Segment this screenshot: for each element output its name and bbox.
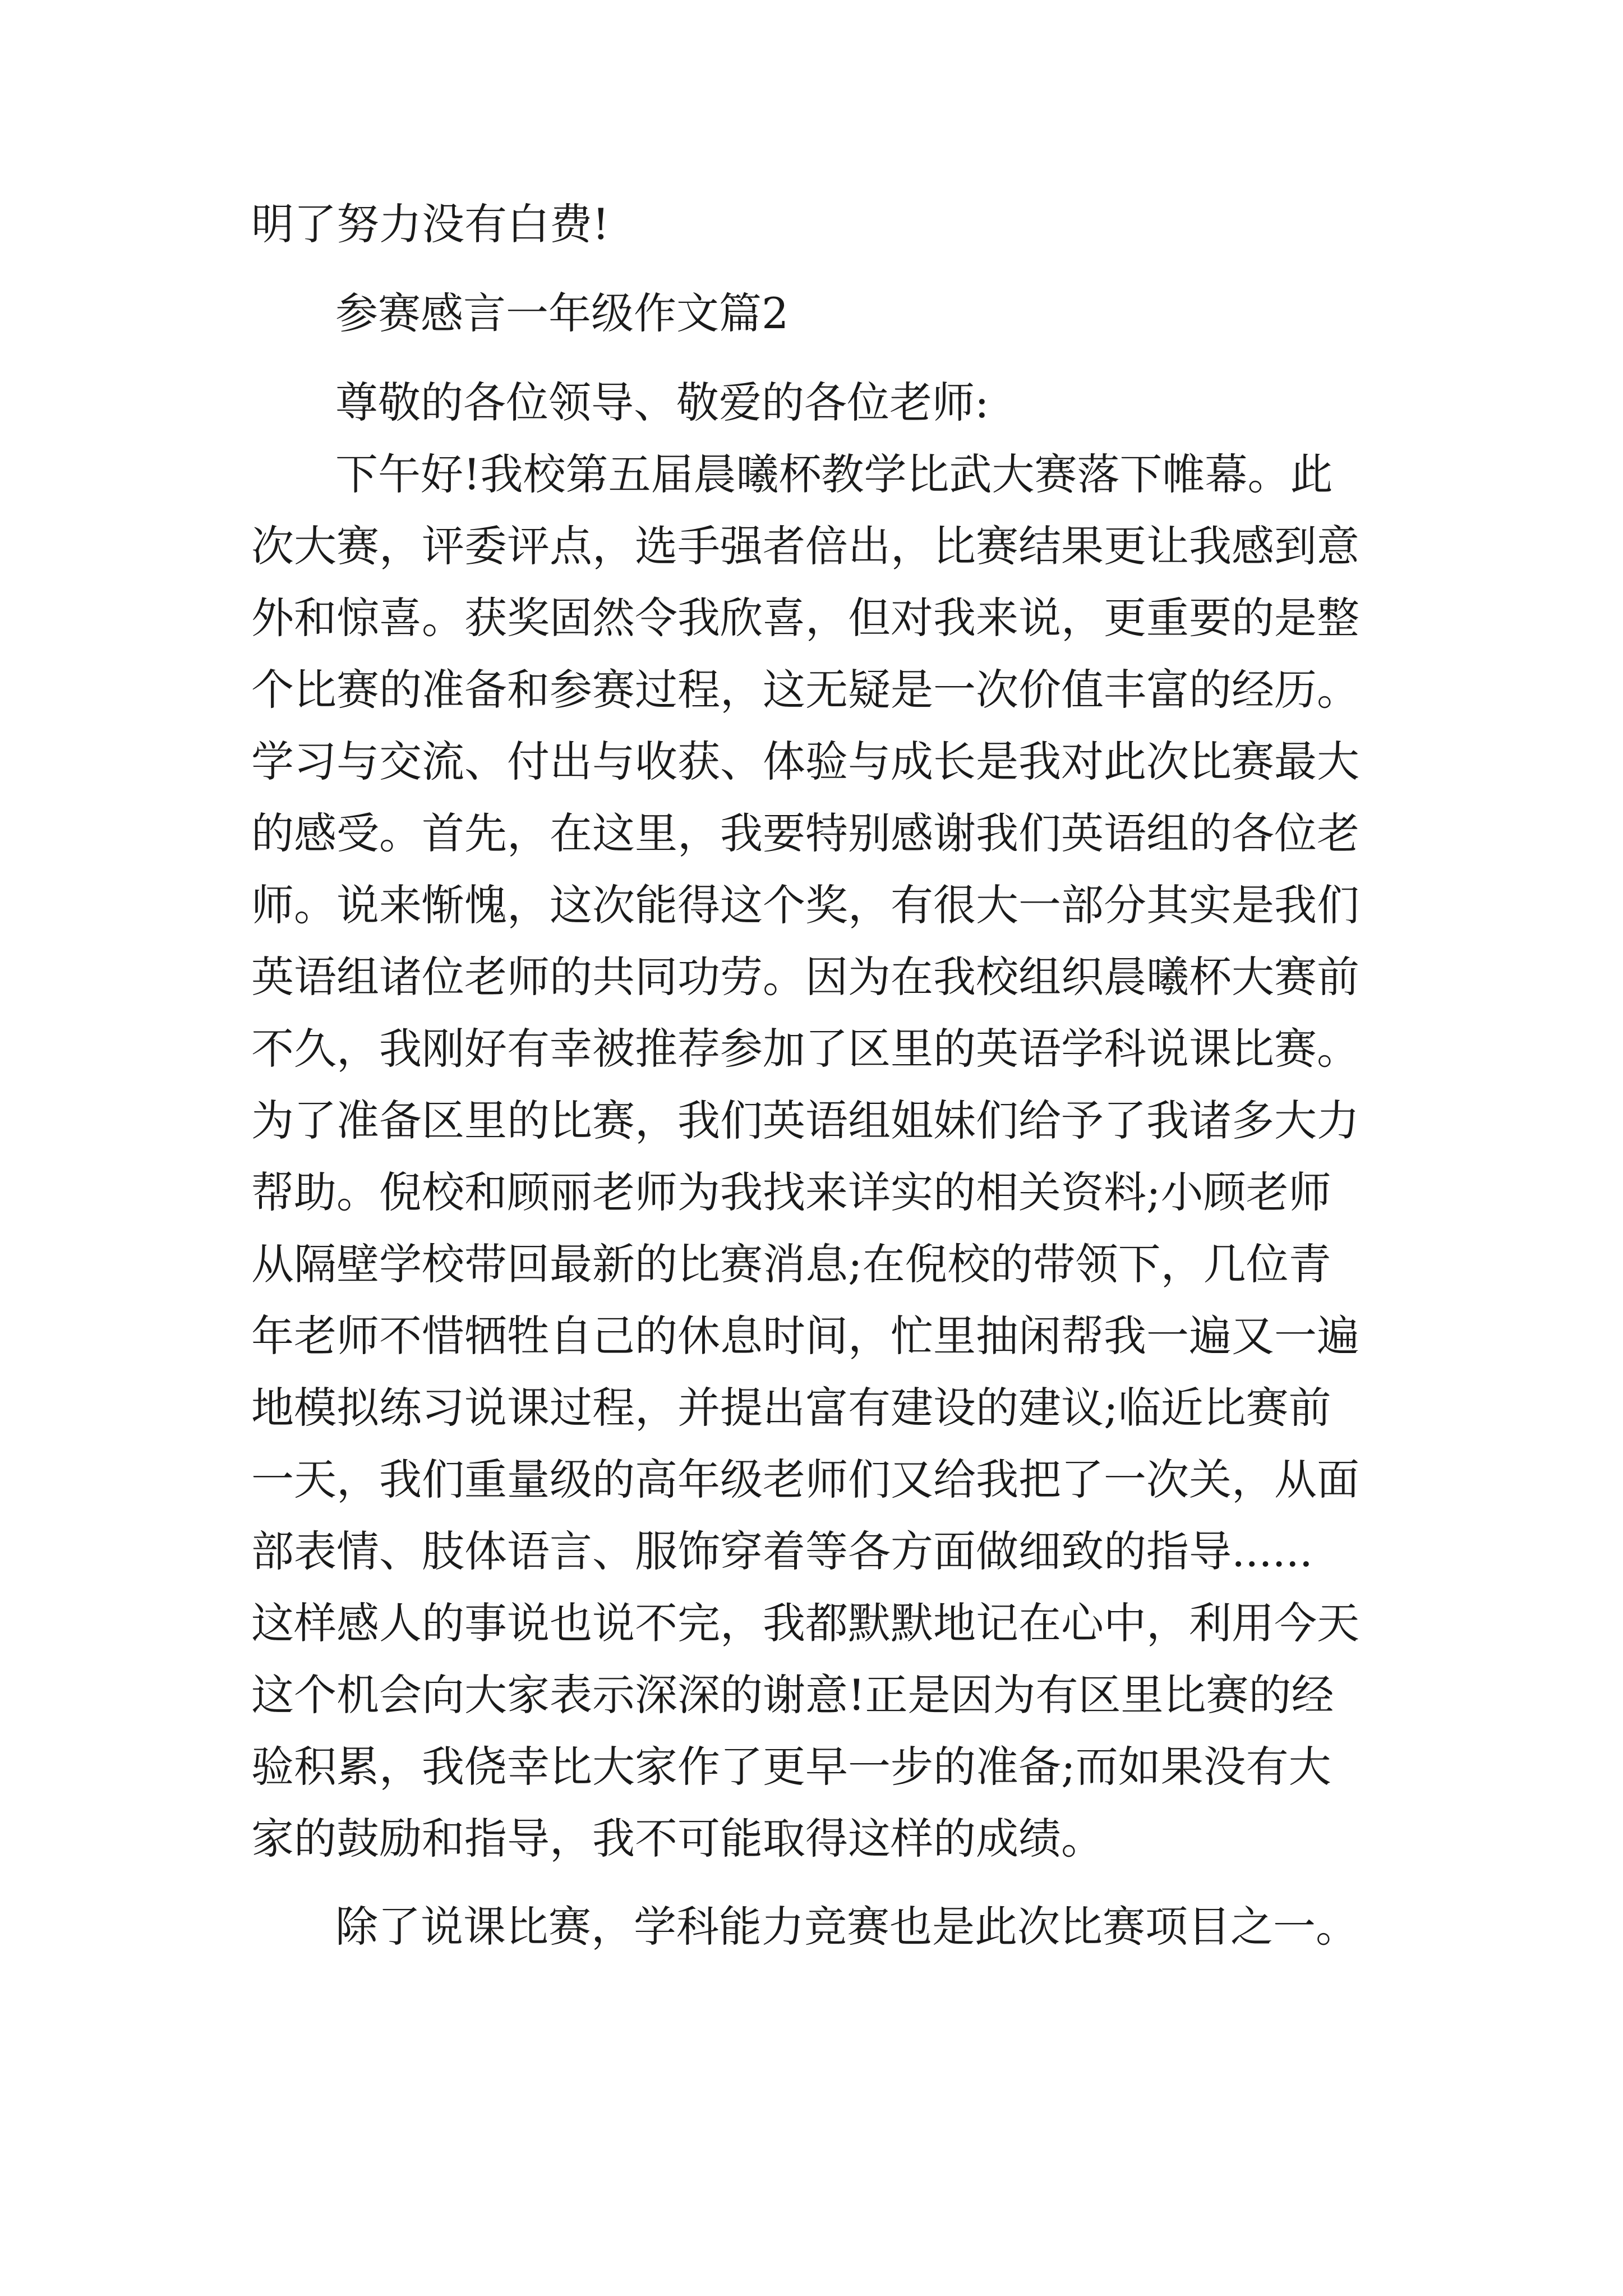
text-line [0,191,1623,258]
text-line [0,585,1623,652]
heading-text: 参赛感言一年级作文篇2 [335,288,789,338]
line-text: 除了说课比赛，学科能力竞赛也是此次比赛项目之一。 [335,1902,1358,1952]
line-text: 这样感人的事说也说不完，我都默默地记在心中，利用今天 [251,1598,1359,1648]
line-text: 从隔壁学校带回最新的比赛消息;在倪校的带领下，几位青 [251,1239,1331,1289]
text-line [0,656,1623,724]
text-line [0,1733,1623,1801]
line-text: 学习与交流、付出与收获、体验与成长是我对此次比赛最大 [251,737,1359,786]
line-text: 的感受。首先，在这里，我要特别感谢我们英语组的各位老 [251,808,1359,858]
text-line [0,1446,1623,1513]
line-text: 一天，我们重量级的高年级老师们又给我把了一次关，从面 [251,1455,1359,1504]
line-text: 为了准备区里的比赛，我们英语组姐妹们给予了我诸多大力 [251,1096,1359,1145]
text-line [0,1518,1623,1585]
line-text: 师。说来惭愧，这次能得这个奖，有很大一部分其实是我们 [251,880,1359,930]
line-text: 部表情、肢体语言、服饰穿着等各方面做细致的指导...... [251,1526,1313,1576]
text-line [0,800,1623,867]
line-text: 英语组诸位老师的共同功劳。因为在我校组织晨曦杯大赛前 [251,952,1359,1002]
text-line [0,1805,1623,1872]
text-line [0,513,1623,580]
text-line [0,1374,1623,1442]
line-text: 帮助。倪校和顾丽老师为我找来详实的相关资料;小顾老师 [251,1167,1331,1217]
text-line [0,1662,1623,1729]
line-text: 地模拟练习说课过程，并提出富有建设的建议;临近比赛前 [251,1383,1331,1433]
line-text: 验积累，我侥幸比大家作了更早一步的准备;而如果没有大 [251,1742,1331,1792]
line-text: 这个机会向大家表示深深的谢意!正是因为有区里比赛的经 [251,1670,1334,1720]
text-line [0,1303,1623,1370]
text-line [0,1087,1623,1154]
line-text: 个比赛的准备和参赛过程，这无疑是一次价值丰富的经历。 [251,665,1359,715]
line-text: 次大赛，评委评点，选手强者倍出，比赛结果更让我感到意 [251,521,1359,571]
salutation-line [0,369,1623,436]
section-heading [0,280,1623,347]
text-line [0,1231,1623,1298]
line-text: 不久，我刚好有幸被推荐参加了区里的英语学科说课比赛。 [251,1024,1359,1074]
line-text: 家的鼓励和指导，我不可能取得这样的成绩。 [251,1814,1104,1864]
text-line [0,1893,1623,1961]
line-text: 明了努力没有白费! [251,199,610,249]
line-text: 尊敬的各位领导、敬爱的各位老师: [335,378,989,427]
text-line [0,441,1623,508]
text-line [0,1015,1623,1083]
text-line [0,728,1623,795]
line-text: 年老师不惜牺牲自己的休息时间，忙里抽闲帮我一遍又一遍 [251,1311,1359,1361]
text-line [0,872,1623,939]
text-line [0,1590,1623,1657]
line-text: 外和惊喜。获奖固然令我欣喜，但对我来说，更重要的是整 [251,593,1359,643]
text-line [0,944,1623,1011]
line-text: 下午好!我校第五届晨曦杯教学比武大赛落下帷幕。此 [335,449,1333,499]
text-line [0,1159,1623,1226]
